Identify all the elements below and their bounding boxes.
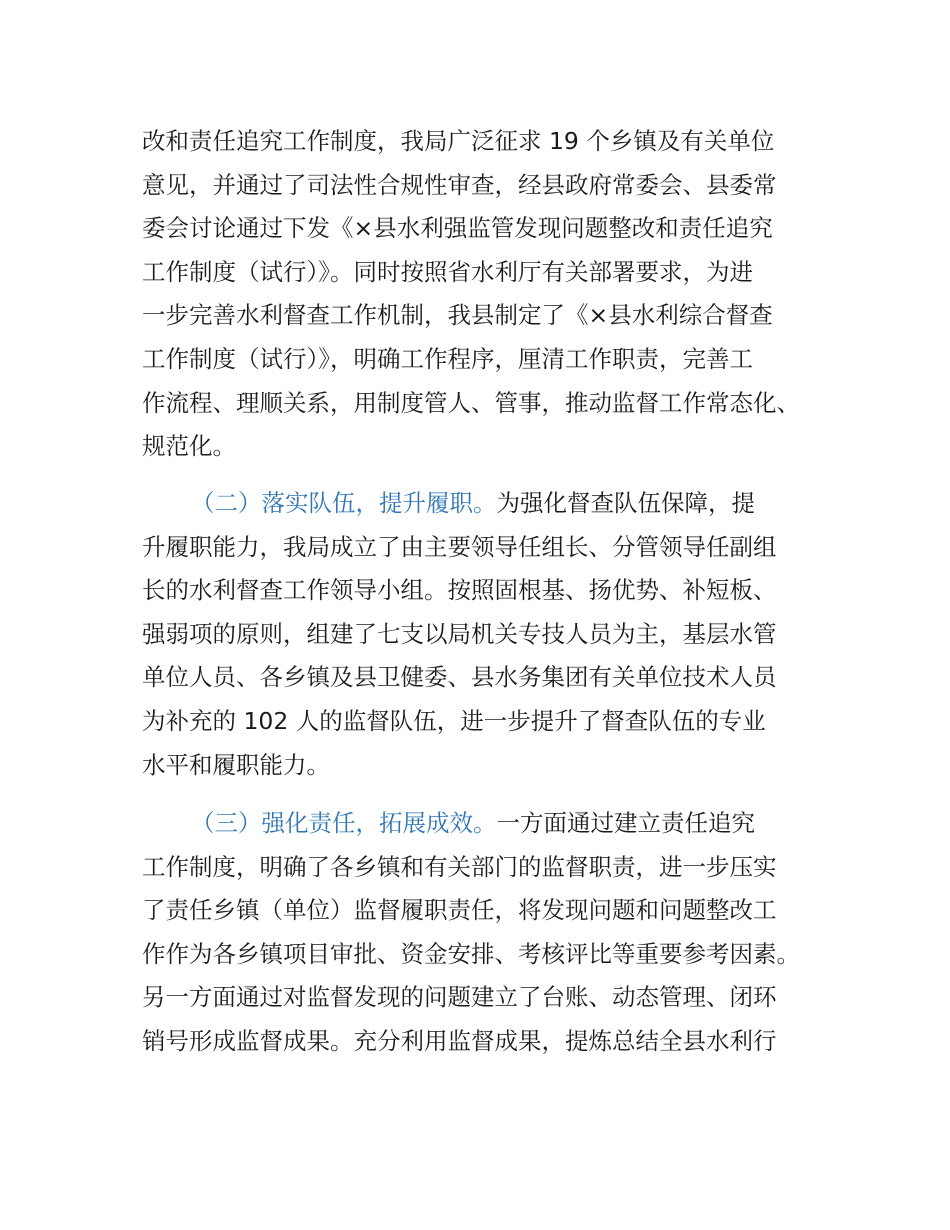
text-line: 工作制度（试行）》，明确工作程序，厘清工作职责，完善工 — [142, 344, 753, 373]
section-heading: （二）落实队伍，提升履职。 — [191, 489, 497, 517]
text-line: 一步完善水利督查工作机制，我县制定了《×县水利综合督查 — [142, 301, 773, 330]
paragraph-first-line — [142, 802, 832, 846]
text-line: 了责任乡镇（单位）监督履职责任，将发现问题和问题整改工 — [142, 896, 777, 925]
text-line: 长的水利督查工作领导小组。按照固根基、扬优势、补短板、 — [142, 576, 777, 605]
text-line: 销号形成监督成果。充分利用监督成果，提炼总结全县水利行 — [142, 1026, 777, 1055]
paragraph-1 — [142, 120, 832, 469]
text-line: 工作制度（试行）》。同时按照省水利厅有关部署要求，为进 — [142, 257, 753, 286]
text-line: 另一方面通过对监督发现的问题建立了台账、动态管理、闭环 — [142, 983, 777, 1012]
text-line: 规范化。 — [142, 432, 236, 461]
text-run: 为强化督查队伍保障，提 — [496, 489, 755, 517]
section-heading: （三）强化责任，拓展成效。 — [191, 809, 497, 837]
text-line: 强弱项的原则，组建了七支以局机关专技人员为主，基层水管 — [142, 619, 777, 648]
text-line: 委会讨论通过下发《×县水利强监管发现问题整改和责任追究 — [142, 214, 773, 243]
text-line: 升履职能力，我局成立了由主要领导任组长、分管领导任副组 — [142, 532, 777, 561]
paragraph-2 — [142, 482, 832, 787]
text-line: 意见，并通过了司法性合规性审查，经县政府常委会、县委常 — [142, 170, 777, 199]
paragraph-first-line — [142, 482, 832, 526]
text-line: 改和责任追究工作制度，我局广泛征求 19 个乡镇及有关单位 — [142, 127, 775, 155]
text-line: 作作为各乡镇项目审批、资金安排、考核评比等重要参考因素。 — [142, 939, 800, 968]
text-line: 水平和履职能力。 — [142, 750, 330, 779]
text-line: 作流程、理顺关系，用制度管人、管事，推动监督工作常态化、 — [142, 388, 800, 417]
text-line: 为补充的 102 人的监督队伍，进一步提升了督查队伍的专业 — [142, 706, 766, 735]
text-run: 一方面通过建立责任追究 — [496, 809, 755, 837]
paragraph-3 — [142, 802, 832, 1064]
text-line: 工作制度，明确了各乡镇和有关部门的监督职责，进一步压实 — [142, 852, 777, 881]
text-line: 单位人员、各乡镇及县卫健委、县水务集团有关单位技术人员 — [142, 663, 777, 692]
